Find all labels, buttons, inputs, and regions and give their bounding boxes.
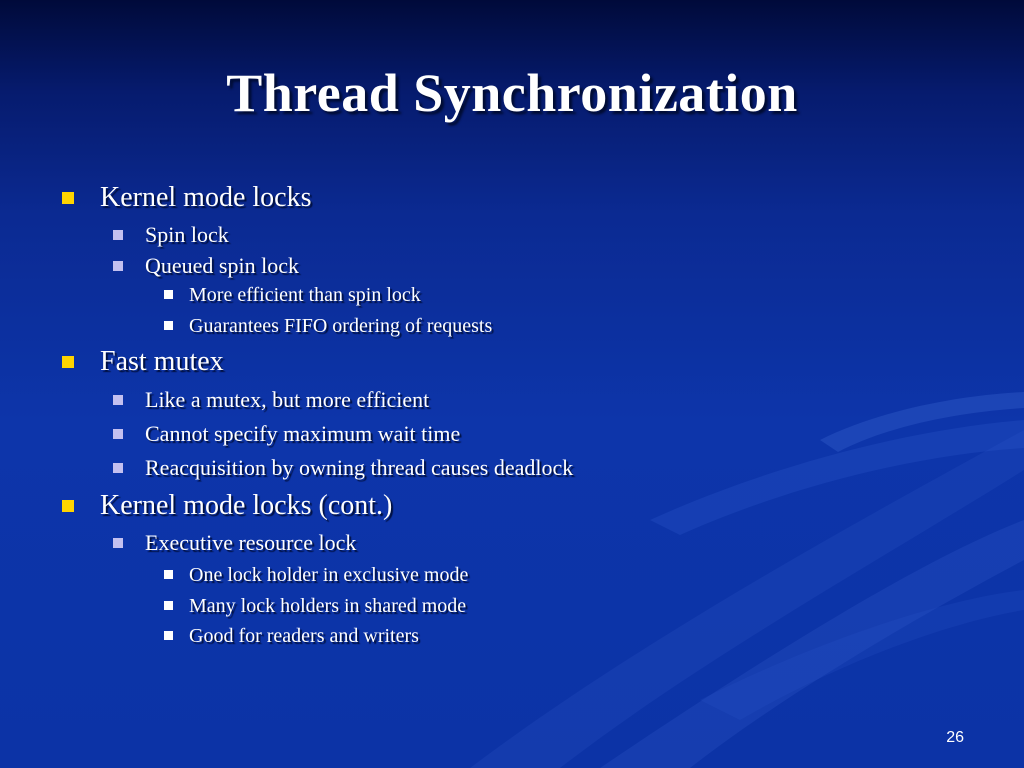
bullet-text: Reacquisition by owning thread causes deadlock	[145, 455, 574, 480]
bullet-item-level2	[113, 530, 356, 556]
bullet-item-level2	[113, 222, 229, 248]
white-square-bullet-icon	[164, 631, 173, 640]
bullet-text: One lock holder in exclusive mode	[189, 564, 469, 586]
bullet-item-level2	[113, 455, 573, 481]
bullet-item-level3	[164, 284, 421, 307]
white-square-bullet-icon	[164, 321, 173, 330]
bullet-text: Kernel mode locks	[100, 182, 312, 213]
lavender-square-bullet-icon	[113, 230, 123, 240]
slide-page-number: 26	[946, 729, 964, 746]
bullet-text: Spin lock	[145, 222, 229, 247]
bullet-text: More efficient than spin lock	[189, 284, 421, 306]
slide-title: Thread Synchronization	[226, 63, 798, 123]
lavender-square-bullet-icon	[113, 538, 123, 548]
bullet-item-level1	[62, 182, 312, 214]
bullet-item-level3	[164, 315, 492, 338]
bullet-text: Good for readers and writers	[189, 625, 419, 647]
bullet-text: Guarantees FIFO ordering of requests	[189, 315, 493, 337]
white-square-bullet-icon	[164, 601, 173, 610]
yellow-square-bullet-icon	[62, 192, 74, 204]
white-square-bullet-icon	[164, 290, 173, 299]
yellow-square-bullet-icon	[62, 356, 74, 368]
bullet-text: Cannot specify maximum wait time	[145, 421, 461, 446]
lavender-square-bullet-icon	[113, 463, 123, 473]
bullet-text: Queued spin lock	[145, 253, 299, 278]
bullet-item-level2	[113, 421, 460, 447]
bullet-text: Like a mutex, but more efficient	[145, 387, 430, 412]
bullet-item-level3	[164, 625, 419, 648]
bullet-item-level1	[62, 490, 392, 522]
bullet-item-level2	[113, 387, 429, 413]
bullet-text: Many lock holders in shared mode	[189, 595, 467, 617]
bullet-text: Fast mutex	[100, 346, 224, 377]
bullet-item-level1	[62, 346, 224, 378]
lavender-square-bullet-icon	[113, 261, 123, 271]
bullet-item-level3	[164, 564, 468, 587]
yellow-square-bullet-icon	[62, 500, 74, 512]
bullet-text: Executive resource lock	[145, 530, 357, 555]
bullet-item-level2	[113, 253, 299, 279]
white-square-bullet-icon	[164, 570, 173, 579]
lavender-square-bullet-icon	[113, 395, 123, 405]
lavender-square-bullet-icon	[113, 429, 123, 439]
bullet-text: Kernel mode locks (cont.)	[100, 490, 393, 521]
bullet-item-level3	[164, 595, 466, 618]
